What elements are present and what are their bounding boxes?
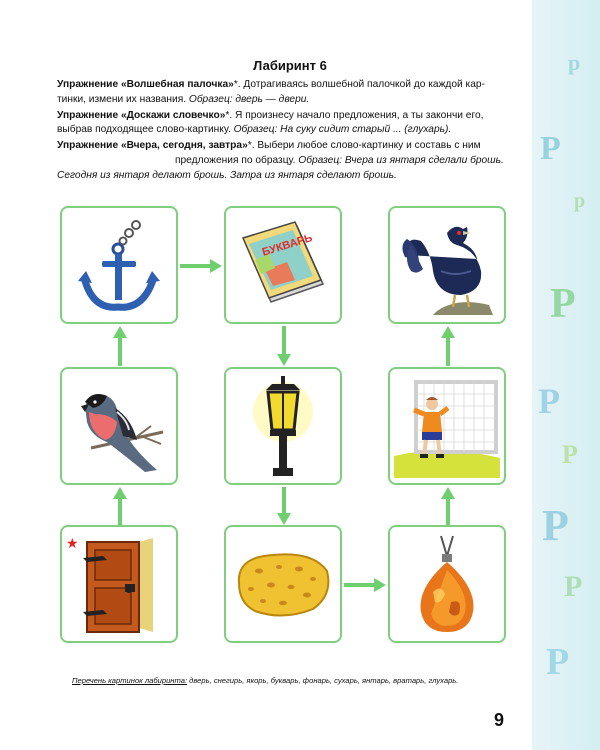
arrow-up [112, 487, 128, 525]
side-letter: Р [564, 570, 583, 603]
arrow-right [344, 577, 386, 593]
card-anchor[interactable] [60, 206, 178, 324]
card-primer-book[interactable] [224, 206, 342, 324]
exercise-text: *. Я произнесу начало предложения, а ты закончи его, [225, 109, 484, 121]
picture-list-items: дверь, снегирь, якорь, букварь, фонарь, сухарь, янтарь, вратарь, глухарь. [187, 676, 459, 685]
arrow-down [276, 487, 292, 525]
rusk-icon [233, 549, 333, 619]
arrow-down [276, 326, 292, 366]
side-letter: р [574, 190, 586, 212]
card-amber[interactable] [388, 525, 506, 643]
exercise-text: тинки, измени их названия. [57, 93, 189, 105]
grouse-icon [397, 215, 497, 315]
exercise-text: *. Дотрагиваясь волшебной палочкой до каждой кар- [233, 79, 485, 90]
exercise-name: Упражнение «Вчера, сегодня, завтра» [57, 140, 248, 152]
amber-pendant-icon [407, 532, 487, 636]
arrow-up [440, 487, 456, 525]
exercise-text: выбрав подходящее слово-картинку. [57, 124, 234, 136]
arrow-up [112, 326, 128, 366]
card-grouse[interactable] [388, 206, 506, 324]
goalkeeper-icon [394, 374, 500, 478]
exercise-text: предложения по образцу. [175, 154, 299, 166]
bullfinch-icon [71, 378, 167, 474]
exercise-text: *. Выбери любое слово-картинку и составь с ним [247, 140, 481, 152]
arrow-right [180, 258, 222, 274]
card-rusk[interactable] [224, 525, 342, 643]
side-letter: р [568, 50, 581, 75]
side-letter: Р [540, 130, 561, 167]
card-goalkeeper[interactable] [388, 367, 506, 485]
exercise-sample: Образец: Вчера из янтаря сделали брошь. Сегодня из янтаря делают брошь. Затра из янтаря сделают брошь. [57, 154, 504, 181]
side-letter: Р [538, 381, 560, 421]
book-title-label: БУКВАРЬ [260, 232, 314, 259]
exercise-name: Упражнение «Доскажи словечко» [57, 109, 226, 121]
start-star-icon: ★ [66, 535, 79, 551]
side-letter: Р [550, 281, 576, 327]
primer-book-icon [235, 220, 331, 310]
exercise-sample: Образец: дверь — двери. [188, 93, 310, 105]
side-letter: Р [546, 641, 570, 683]
door-icon [79, 532, 159, 636]
page-title: Лабиринт 6 [253, 58, 327, 73]
exercise-name: Упражнение «Волшебная палочка» [57, 79, 234, 90]
side-letter: Р [562, 440, 578, 469]
street-lamp-icon [248, 372, 318, 480]
card-lantern[interactable] [224, 367, 342, 485]
exercise-sample: Образец: На суку сидит старый ... (глухарь). [233, 124, 452, 136]
picture-list-lead: Перечень картинок лабиринта: [72, 676, 188, 685]
side-letter: Р [542, 501, 569, 550]
anchor-icon [74, 215, 164, 315]
page-number: 9 [494, 710, 505, 730]
picture-list [72, 676, 532, 685]
card-bullfinch[interactable] [60, 367, 178, 485]
arrow-up [440, 326, 456, 366]
